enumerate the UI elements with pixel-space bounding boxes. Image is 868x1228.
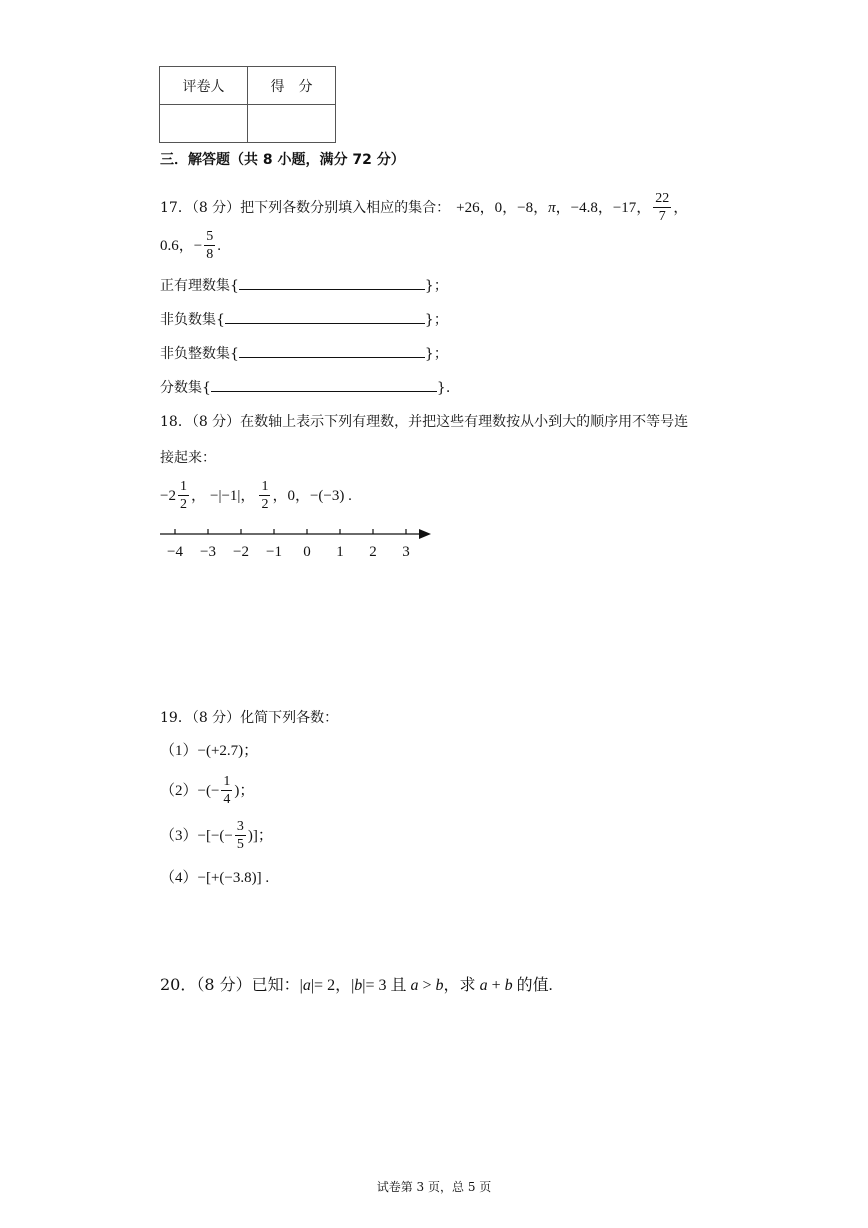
answer-blank[interactable] xyxy=(239,343,425,358)
math-text: ，求 xyxy=(443,977,480,994)
fraction-numerator: 22 xyxy=(655,191,670,206)
var-b: b xyxy=(354,977,363,994)
axis-tick-label: −3 xyxy=(200,544,216,560)
q19-part2 xyxy=(160,773,254,808)
var-a: a xyxy=(410,977,419,994)
q17-head: 17．（8 分）把下列各数分别填入相应的集合： xyxy=(160,199,451,216)
set-end: }； xyxy=(424,346,448,362)
set-positive-rational xyxy=(160,275,448,296)
var-b: b xyxy=(435,977,444,994)
axis-tick-label: 1 xyxy=(336,544,344,560)
q19-head: 19．（8 分）化简下列各数： xyxy=(160,710,339,726)
q19-part1: （1）−(+2.7)； xyxy=(160,743,259,759)
set-label: 非负数集{ xyxy=(160,312,225,328)
expr-prefix: （2）−(− xyxy=(160,782,220,799)
set-end: }； xyxy=(424,312,448,328)
math-text: | xyxy=(299,977,303,994)
expr-prefix: （3）−[−(− xyxy=(160,827,233,844)
q18-numbers xyxy=(160,478,352,513)
minus-sign: − xyxy=(193,237,203,254)
reviewer-cell[interactable] xyxy=(160,105,248,143)
score-table xyxy=(159,66,336,143)
fraction-numerator: 1 xyxy=(179,479,187,494)
number-line xyxy=(155,522,435,564)
fraction-numerator: 1 xyxy=(261,479,269,494)
q17-number-06: 0.6， xyxy=(160,237,194,254)
comma: ， xyxy=(240,487,256,504)
fraction-denominator: 2 xyxy=(179,497,187,512)
fraction-denominator: 2 xyxy=(261,497,269,512)
var-a: a xyxy=(302,977,311,994)
axis-tick-label: −2 xyxy=(233,544,249,560)
q18-head: 18．（8 分）在数轴上表示下列有理数，并把这些有理数按从小到大的顺序用不等号连 xyxy=(160,414,689,430)
set-label: 分数集{ xyxy=(160,380,211,396)
var-a: a xyxy=(479,977,488,994)
absolute-value-expr: −|−1| xyxy=(209,487,241,504)
score-cell[interactable] xyxy=(248,105,336,143)
comma: ， xyxy=(190,487,206,504)
math-text: > xyxy=(418,977,436,994)
answer-blank[interactable] xyxy=(239,275,425,290)
axis-tick-label: 0 xyxy=(303,544,311,560)
arrow-icon xyxy=(419,529,431,539)
math-text: |= 3 且 xyxy=(362,977,411,994)
q18-rest: ，0，−(−3) . xyxy=(272,487,352,504)
axis-tick-label: −1 xyxy=(266,544,282,560)
comma: ， xyxy=(673,199,689,216)
set-fraction xyxy=(160,377,450,398)
fraction-1-2 xyxy=(178,478,189,513)
fraction-numerator: 5 xyxy=(206,229,214,244)
fraction-5-8 xyxy=(204,228,215,263)
fraction-denominator: 4 xyxy=(223,792,231,807)
fraction-denominator: 7 xyxy=(658,209,666,224)
pi-symbol: π xyxy=(548,199,556,216)
math-text: + xyxy=(487,977,505,994)
set-end: }. xyxy=(436,380,451,396)
math-text: 的值. xyxy=(512,977,553,994)
set-nonnegative-integer xyxy=(160,343,448,364)
q18-head2: 接起来： xyxy=(160,450,216,466)
set-nonnegative xyxy=(160,309,448,330)
reviewer-header: 评卷人 xyxy=(160,67,248,105)
fraction-denominator: 5 xyxy=(236,837,244,852)
page-footer: 试卷第 3 页，总 5 页 xyxy=(376,1180,492,1194)
axis-tick-label: 2 xyxy=(369,544,377,560)
q17-numbers: +26，0，−8， xyxy=(456,199,549,216)
set-label: 正有理数集{ xyxy=(160,278,239,294)
set-label: 非负整数集{ xyxy=(160,346,239,362)
fraction-22-7 xyxy=(653,190,671,225)
fraction-numerator: 3 xyxy=(236,819,244,834)
answer-blank[interactable] xyxy=(211,377,437,392)
math-text: |= 2，| xyxy=(310,977,355,994)
score-header: 得 分 xyxy=(248,67,336,105)
set-end: }； xyxy=(424,278,448,294)
q17-line1 xyxy=(160,190,688,225)
answer-blank[interactable] xyxy=(225,309,425,324)
q19-part4: （4）−[+(−3.8)] . xyxy=(160,870,270,886)
fraction-3-5 xyxy=(235,818,246,853)
expr-suffix: )； xyxy=(234,782,255,799)
expr-suffix: )]； xyxy=(247,827,273,844)
q20-head: 20．（8 分）已知： xyxy=(160,975,300,994)
fraction-1-4 xyxy=(221,773,232,808)
q20-line xyxy=(160,974,553,997)
axis-tick-label: 3 xyxy=(402,544,410,560)
axis-tick-label: −4 xyxy=(167,544,183,560)
mixed-number-whole: −2 xyxy=(160,487,176,504)
q17-numbers2: ，−4.8，−17， xyxy=(555,199,652,216)
fraction-denominator: 8 xyxy=(206,247,214,262)
q17-line2 xyxy=(160,228,221,263)
q19-part3 xyxy=(160,818,273,853)
var-b: b xyxy=(504,977,513,994)
period: . xyxy=(217,237,221,254)
fraction-numerator: 1 xyxy=(223,774,231,789)
section-title: 三．解答题（共 8 小题，满分 72 分） xyxy=(160,152,405,168)
fraction-1-2-b xyxy=(259,478,270,513)
